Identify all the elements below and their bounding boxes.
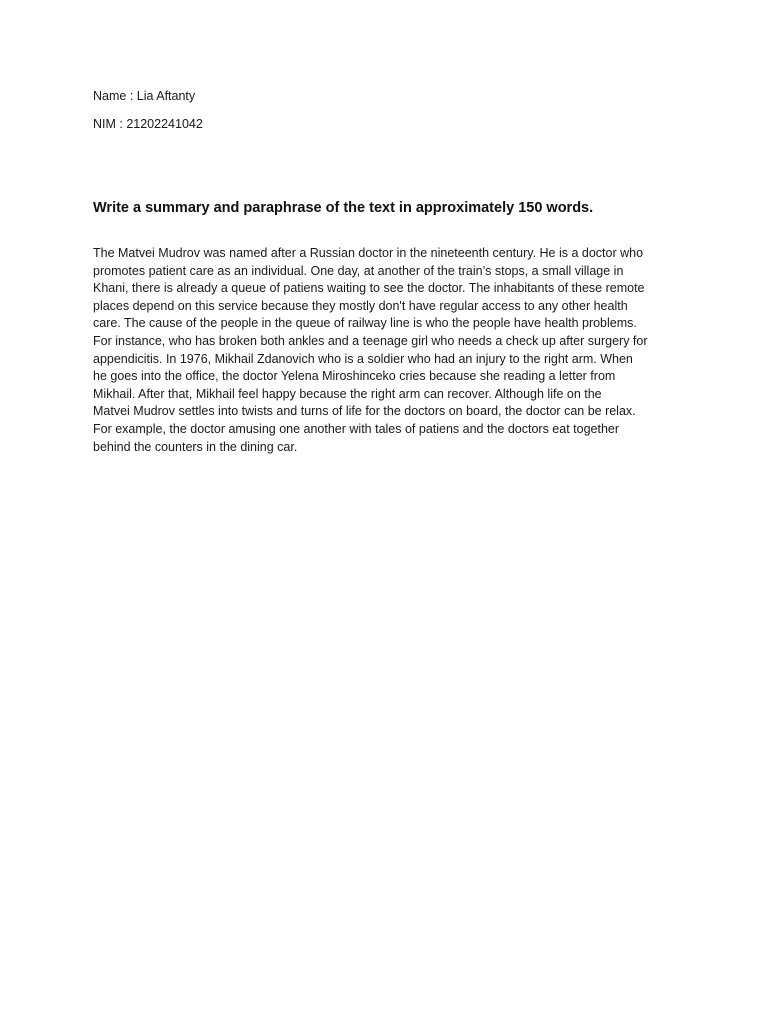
student-nim: NIM : 21202241042 bbox=[93, 117, 203, 131]
paragraph-line: places depend on this service because they mostly don't have regular access to any other health bbox=[93, 298, 628, 313]
paragraph-line: Matvei Mudrov settles into twists and turns of life for the doctors on board, the doctor can be relax. bbox=[93, 404, 636, 419]
paragraph-line: For instance, who has broken both ankles and a teenage girl who needs a check up after surgery for bbox=[93, 333, 648, 348]
paragraph-line: Khani, there is already a queue of patiens waiting to see the doctor. The inhabitants of these remote bbox=[93, 281, 645, 296]
paragraph-line: he goes into the office, the doctor Yelena Miroshinceko cries because she reading a letter from bbox=[93, 369, 616, 384]
paragraph-line: appendicitis. In 1976, Mikhail Zdanovich who is a soldier who had an injury to the right arm. When bbox=[93, 351, 633, 366]
paragraph-line: Mikhail. After that, Mikhail feel happy because the right arm can recover. Although life on the bbox=[93, 386, 602, 401]
paragraph-line: For example, the doctor amusing one another with tales of patiens and the doctors eat together bbox=[93, 421, 620, 436]
paragraph-line: The Matvei Mudrov was named after a Russian doctor in the nineteenth century. He is a doctor who bbox=[93, 246, 644, 260]
student-name: Name : Lia Aftanty bbox=[93, 89, 196, 103]
paragraph-line: care. The cause of the people in the queue of railway line is who the people have health problems. bbox=[93, 316, 637, 331]
summary-paragraph bbox=[93, 245, 683, 456]
assignment-heading: Write a summary and paraphrase of the text in approximately 150 words. bbox=[93, 200, 594, 216]
paragraph-line: behind the counters in the dining car. bbox=[93, 439, 298, 454]
paragraph-line: promotes patient care as an individual. One day, at another of the train’s stops, a small village in bbox=[93, 263, 624, 278]
